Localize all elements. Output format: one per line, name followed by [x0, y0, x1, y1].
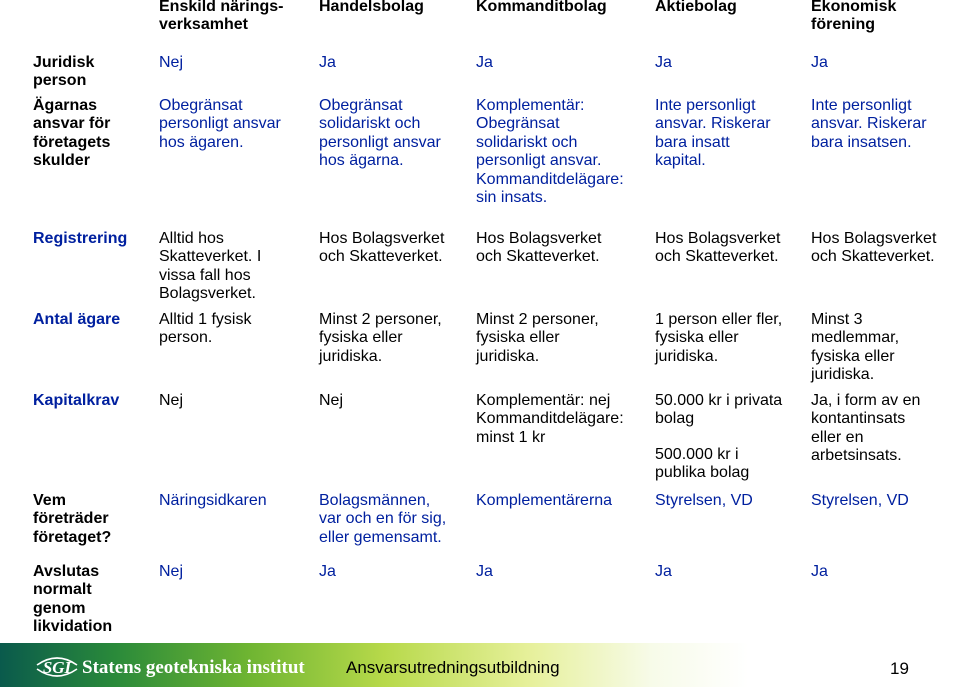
- header-handelsbolag: Handelsbolag: [319, 0, 424, 15]
- row-label-juridisk: Juridisk person: [33, 54, 95, 90]
- cell-kapital-ekonomisk: Ja, i form av en kontantinsats eller en arbetsinsats.: [811, 392, 921, 465]
- cell-avslutas-aktiebolag: Ja: [655, 563, 672, 580]
- cell-juridisk-enskild: Nej: [159, 54, 184, 71]
- cell-vem-handelsbolag: Bolagsmännen, var och en för sig, eller gemensamt.: [319, 492, 447, 546]
- cell-registrering-handelsbolag: Hos Bolagsverket och Skatteverket.: [319, 230, 445, 266]
- sgi-logo-text: SGI: [42, 658, 72, 677]
- cell-kapital-aktiebolag-privata: 50.000 kr i privata bolag: [655, 392, 783, 428]
- cell-ansvar-kommanditbolag: Komplementär: Obegränsat solidariskt och personligt ansvar. Kommanditdelägare: sin insats.: [476, 97, 624, 207]
- footer-banner: [0, 643, 960, 687]
- cell-kapital-enskild: Nej: [159, 392, 184, 409]
- header-aktiebolag: Aktiebolag: [655, 0, 737, 15]
- cell-antal-kommanditbolag: Minst 2 personer, fysiska eller juridiska.: [476, 311, 599, 365]
- row-label-registrering: Registrering: [33, 230, 128, 247]
- cell-antal-handelsbolag: Minst 2 personer, fysiska eller juridiska.: [319, 311, 442, 365]
- cell-kapital-handelsbolag: Nej: [319, 392, 344, 409]
- cell-registrering-aktiebolag: Hos Bolagsverket och Skatteverket.: [655, 230, 781, 266]
- org-name: Statens geotekniska institut: [82, 657, 305, 678]
- cell-juridisk-kommanditbolag: Ja: [476, 54, 493, 71]
- cell-ansvar-ekonomisk: Inte personligt ansvar. Riskerar bara insatsen.: [811, 97, 927, 151]
- page-number: 19: [890, 659, 909, 678]
- cell-registrering-ekonomisk: Hos Bolagsverket och Skatteverket.: [811, 230, 937, 266]
- header-ekonomisk: Ekonomisk förening: [811, 0, 897, 34]
- cell-vem-ekonomisk: Styrelsen, VD: [811, 492, 909, 509]
- cell-juridisk-ekonomisk: Ja: [811, 54, 828, 71]
- cell-antal-aktiebolag: 1 person eller fler, fysiska eller juridiska.: [655, 311, 783, 365]
- cell-antal-enskild: Alltid 1 fysisk person.: [159, 311, 252, 347]
- row-label-vem: Vem företräder företaget?: [33, 492, 112, 546]
- cell-avslutas-ekonomisk: Ja: [811, 563, 828, 580]
- cell-avslutas-kommanditbolag: Ja: [476, 563, 493, 580]
- sgi-logo: [34, 645, 80, 685]
- cell-vem-enskild: Näringsidkaren: [159, 492, 267, 509]
- cell-ansvar-enskild: Obegränsat personligt ansvar hos ägaren.: [159, 97, 281, 151]
- header-kommanditbolag: Kommanditbolag: [476, 0, 607, 15]
- cell-vem-aktiebolag: Styrelsen, VD: [655, 492, 753, 509]
- cell-ansvar-handelsbolag: Obegränsat solidariskt och personligt ansvar hos ägarna.: [319, 97, 441, 170]
- row-label-kapital: Kapitalkrav: [33, 392, 120, 409]
- cell-vem-kommanditbolag: Komplementärerna: [476, 492, 613, 509]
- cell-avslutas-handelsbolag: Ja: [319, 563, 336, 580]
- row-label-avslutas: Avslutas normalt genom likvidation: [33, 563, 113, 636]
- cell-registrering-kommanditbolag: Hos Bolagsverket och Skatteverket.: [476, 230, 602, 266]
- cell-juridisk-handelsbolag: Ja: [319, 54, 336, 71]
- cell-avslutas-enskild: Nej: [159, 563, 184, 580]
- course-title: Ansvarsutredningsutbildning: [346, 658, 560, 677]
- cell-juridisk-aktiebolag: Ja: [655, 54, 672, 71]
- cell-registrering-enskild: Alltid hos Skatteverket. I vissa fall hos Bolagsverket.: [159, 230, 262, 303]
- row-label-ansvar: Ägarnas ansvar för företagets skulder: [33, 97, 111, 170]
- cell-kapital-aktiebolag-publika: 500.000 kr i publika bolag: [655, 446, 750, 482]
- cell-antal-ekonomisk: Minst 3 medlemmar, fysiska eller juridiska.: [811, 311, 900, 384]
- header-enskild: Enskild närings- verksamhet: [159, 0, 284, 34]
- cell-kapital-kommanditbolag: Komplementär: nej Kommanditdelägare: minst 1 kr: [476, 392, 624, 446]
- row-label-antal: Antal ägare: [33, 311, 121, 328]
- cell-ansvar-aktiebolag: Inte personligt ansvar. Riskerar bara insatt kapital.: [655, 97, 771, 170]
